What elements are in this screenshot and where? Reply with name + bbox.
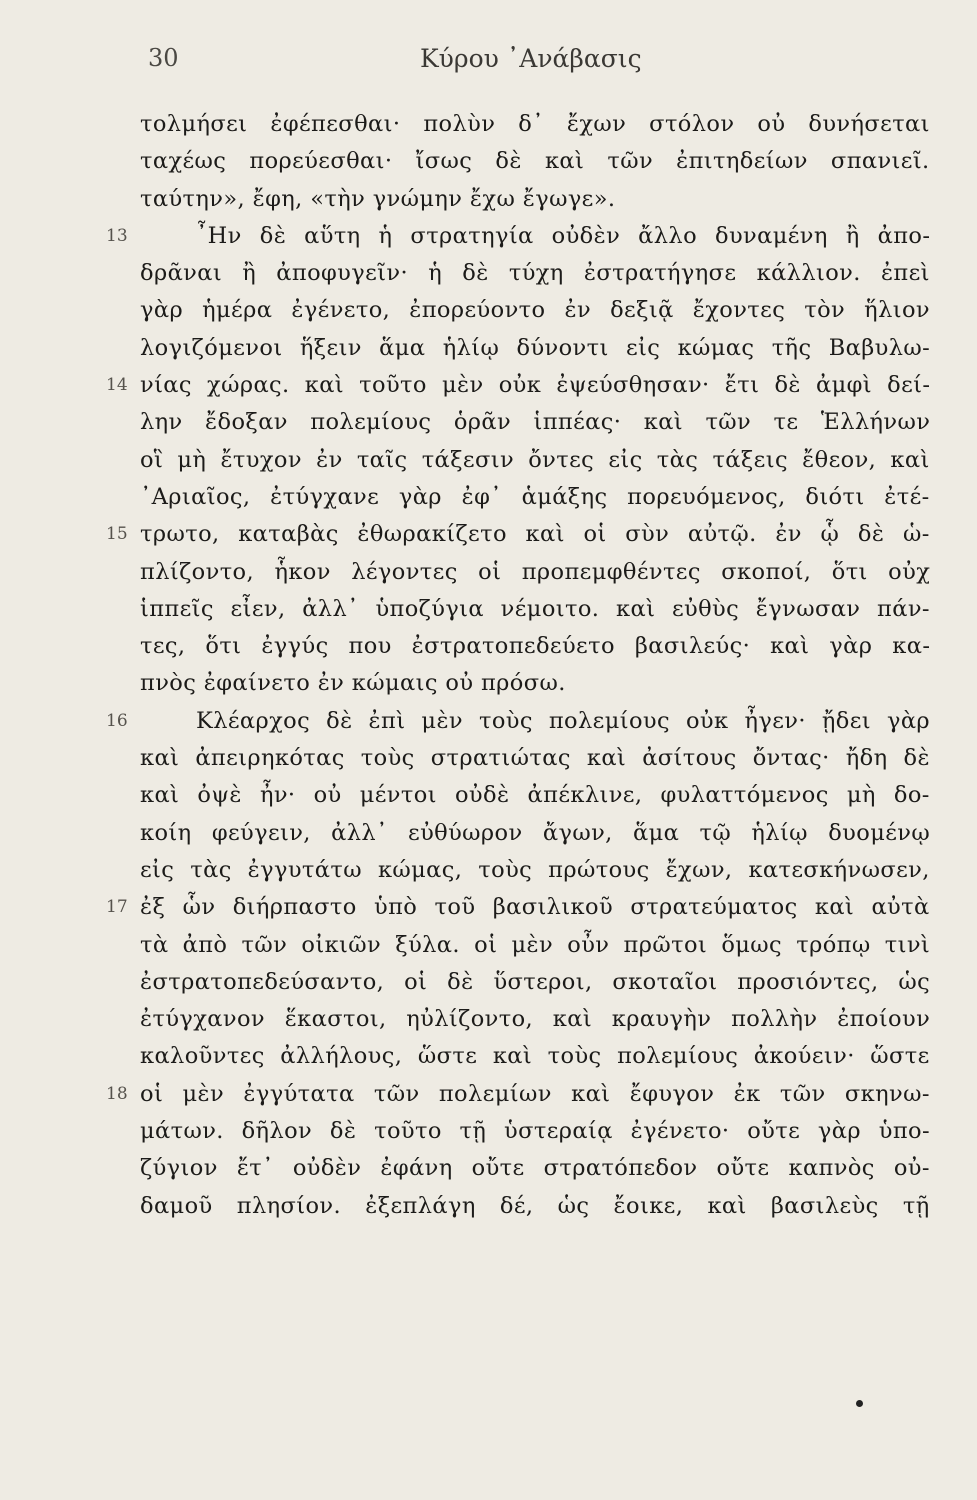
- section-number: 16: [106, 710, 128, 731]
- page-header: [0, 40, 977, 80]
- section-number: 13: [106, 225, 128, 246]
- text-line: [140, 330, 940, 367]
- line-text: κοίη φεύγειν, ἀλλ᾿ εὐθύωρον ἄγων, ἅμα τῷ ἡλίῳ δυομένῳ: [140, 819, 931, 846]
- text-line: [140, 927, 940, 964]
- text-line: [140, 292, 940, 329]
- text-line: [140, 852, 940, 889]
- text-line: [140, 1188, 940, 1225]
- text-line: [140, 404, 940, 441]
- line-text: ἐτύγχανον ἕκαστοι, ηὐλίζοντο, καὶ κραυγὴν πολλὴν ἐποίουν: [140, 1006, 931, 1033]
- text-line: [140, 665, 940, 702]
- text-line: [140, 591, 940, 628]
- ink-dot: [856, 1400, 863, 1407]
- text-line: [106, 367, 940, 404]
- line-text: τὰ ἀπὸ τῶν οἰκιῶν ξύλα. οἱ μὲν οὖν πρῶτοι ὅμως τρόπῳ τινὶ: [140, 931, 931, 958]
- line-text: ἐστρατοπεδεύσαντο, οἱ δὲ ὕστεροι, σκοταῖοι προσιόντες, ὡς: [140, 968, 931, 995]
- line-text: ἐξ ὧν διήρπαστο ὑπὸ τοῦ βασιλικοῦ στρατεύματος καὶ αὐτὰ: [140, 894, 930, 921]
- text-line: [106, 1076, 940, 1113]
- line-text: καὶ ὀψὲ ἦν· οὐ μέντοι οὐδὲ ἀπέκλινε, φυλαττόμενος μὴ δο-: [140, 782, 930, 809]
- text-line: [140, 1113, 940, 1150]
- text-line: [140, 442, 940, 479]
- text-line: [140, 255, 940, 292]
- line-text: λογιζόμενοι ἥξειν ἅμα ἡλίῳ δύνοντι εἰς κώμας τῆς Βαβυλω-: [140, 334, 931, 361]
- body-text: [106, 106, 940, 1225]
- text-line: [140, 628, 940, 665]
- line-text: ῏Ην δὲ αὕτη ἡ στρατηγία οὐδὲν ἄλλο δυναμένη ἢ ἀπο-: [196, 222, 931, 249]
- line-text: δρᾶναι ἢ ἀποφυγεῖν· ἡ δὲ τύχη ἐστρατήγησε κάλλιον. ἐπεὶ: [140, 260, 930, 287]
- line-text: τες, ὅτι ἐγγύς που ἐστρατοπεδεύετο βασιλεύς· καὶ γὰρ κα-: [140, 633, 931, 660]
- line-text: ζύγιον ἔτ᾿ οὐδὲν ἐφάνη οὔτε στρατόπεδον οὔτε καπνὸς οὐ-: [140, 1155, 930, 1182]
- text-line: [140, 777, 940, 814]
- line-text: πνὸς ἐφαίνετο ἐν κώμαις οὐ πρόσω.: [140, 670, 566, 697]
- line-text: νίας χώρας. καὶ τοῦτο μὲν οὐκ ἐψεύσθησαν· ἔτι δὲ ἀμφὶ δεί-: [140, 372, 931, 399]
- text-line: [140, 1001, 940, 1038]
- text-line: [140, 554, 940, 591]
- line-text: ἱππεῖς εἶεν, ἀλλ᾿ ὑποζύγια νέμοιτο. καὶ εὐθὺς ἔγνωσαν πάν-: [140, 595, 930, 622]
- line-text: καλοῦντες ἀλλήλους, ὥστε καὶ τοὺς πολεμίους ἀκούειν· ὥστε: [140, 1043, 930, 1070]
- text-line: [140, 181, 940, 218]
- text-line: [140, 740, 940, 777]
- text-line: [140, 143, 940, 180]
- line-text: οἳ μὴ ἔτυχον ἐν ταῖς τάξεσιν ὄντες εἰς τὰς τάξεις ἔθεον, καὶ: [140, 446, 930, 473]
- text-line: [140, 479, 940, 516]
- section-number: 18: [106, 1083, 128, 1104]
- text-line: [140, 1150, 940, 1187]
- text-line: [140, 1038, 940, 1075]
- line-text: εἰς τὰς ἐγγυτάτω κώμας, τοὺς πρώτους ἔχων, κατεσκήνωσεν,: [140, 856, 930, 883]
- line-text: ταχέως πορεύεσθαι· ἴσως δὲ καὶ τῶν ἐπιτηδείων σπανιεῖ.: [140, 148, 930, 175]
- text-line: [140, 106, 940, 143]
- line-text: λην ἔδοξαν πολεμίους ὁρᾶν ἱππέας· καὶ τῶν τε Ἑλλήνων: [140, 409, 931, 436]
- line-text: δαμοῦ πλησίον. ἐξεπλάγη δέ, ὡς ἔοικε, καὶ βασιλεὺς τῇ: [140, 1192, 930, 1219]
- text-line: [106, 889, 940, 926]
- line-text: ᾿Αριαῖος, ἐτύγχανε γὰρ ἐφ᾿ ἁμάξης πορευόμενος, διότι ἐτέ-: [140, 483, 930, 510]
- text-line: [106, 516, 940, 553]
- section-number: 17: [106, 897, 128, 918]
- page-number: 30: [148, 44, 179, 72]
- line-text: τολμήσει ἐφέπεσθαι· πολὺν δ᾿ ἔχων στόλον οὐ δυνήσεται: [140, 111, 930, 137]
- running-title: Κύρου ᾿Ανάβασις: [420, 44, 642, 73]
- line-text: γὰρ ἡμέρα ἐγένετο, ἐπορεύοντο ἐν δεξιᾷ ἔχοντες τὸν ἥλιον: [140, 297, 930, 324]
- line-text: τρωτο, καταβὰς ἐθωρακίζετο καὶ οἱ σὺν αὐτῷ. ἐν ᾧ δὲ ὡ-: [140, 521, 930, 548]
- text-line: [140, 815, 940, 852]
- section-number: 14: [106, 375, 128, 396]
- line-text: Κλέαρχος δὲ ἐπὶ μὲν τοὺς πολεμίους οὐκ ἦγεν· ᾔδει γὰρ: [196, 707, 931, 734]
- text-line: [140, 964, 940, 1001]
- line-text: καὶ ἀπειρηκότας τοὺς στρατιώτας καὶ ἀσίτους ὄντας· ἤδη δὲ: [140, 745, 930, 772]
- text-line: [106, 218, 940, 255]
- line-text: μάτων. δῆλον δὲ τοῦτο τῇ ὑστεραίᾳ ἐγένετο· οὔτε γὰρ ὑπο-: [140, 1118, 930, 1145]
- line-text: ταύτην», ἔφη, «τὴν γνώμην ἔχω ἔγωγε».: [140, 185, 616, 212]
- line-text: οἱ μὲν ἐγγύτατα τῶν πολεμίων καὶ ἔφυγον ἐκ τῶν σκηνω-: [140, 1080, 930, 1107]
- section-number: 15: [106, 524, 128, 545]
- line-text: πλίζοντο, ἧκον λέγοντες οἱ προπεμφθέντες σκοποί, ὅτι οὐχ: [140, 558, 931, 585]
- text-line: [106, 703, 940, 740]
